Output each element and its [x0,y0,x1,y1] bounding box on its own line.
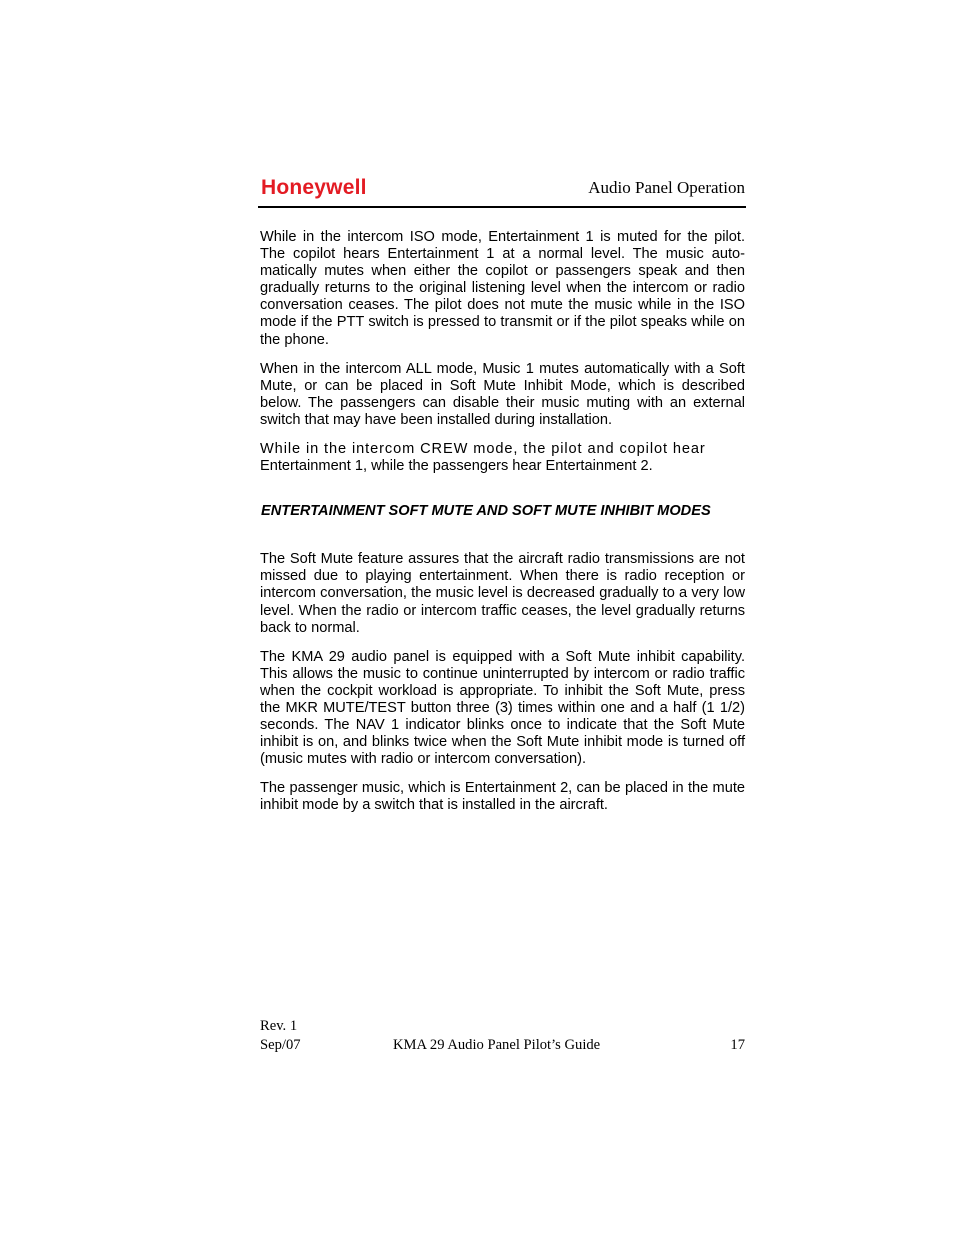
section-title: Audio Panel Operation [588,178,745,197]
crew-paragraph-lead: While in the intercom CREW mode, the pilot and copilot hear [260,441,706,458]
paragraph-passenger-music: The passenger music, which is Entertainment 2, can be placed in the mute inhibit mode by a switch that is installed in the aircraft. [260,780,745,814]
page-header [258,172,746,208]
paragraph-soft-mute-feature: The Soft Mute feature assures that the aircraft radio transmissions are not missed due to playing entertainment. When there is radio reception or intercom conversation, the music level is decreased gradually to a very low level. When the radio or intercom traffic ceases, the level gradually returns back to normal. [260,551,745,636]
footer-revision: Rev. 1 [260,1018,298,1034]
paragraph-crew-mode [260,441,745,475]
paragraph-all-mode: When in the intercom ALL mode, Music 1 mutes automatically with a Soft Mute, or can be placed in Soft Mute Inhibit Mode, which is described below. The passengers can disable their music muting with an external switch that may have been installed during installation. [260,360,745,428]
footer-page-number: 17 [730,1037,745,1053]
honeywell-logo: Honeywell [261,176,367,199]
page-body [260,229,745,827]
footer-date: Sep/07 [260,1036,301,1053]
paragraph-soft-mute-inhibit: The KMA 29 audio panel is equipped with a Soft Mute inhibit capability. This allows the music to continue uninterrupted by intercom or radio traffic when the cockpit workload is appropriate. To inhibit the Soft Mute, press the MKR MUTE/TEST button three (3) times within one and a half (1 1/2) seconds. The NAV 1 indicator blinks once to indicate that the Soft Mute inhibit is on, and blinks twice when the Soft Mute inhibit mode is turned off (music mutes with radio or intercom conversation). [260,648,745,768]
crew-paragraph-rest: Entertainment 1, while the passengers hear Entertainment 2. [260,458,653,475]
paragraph-iso-mode: While in the intercom ISO mode, Entertainment 1 is muted for the pilot. The copilot hears Entertainment 1 at a normal level. The music automatically mutes when either the copilot or passengers speak and then gradually returns to the original listening level when the intercom or radio conversation ceases. The pilot does not mute the music while in the ISO mode if the PTT switch is pressed to transmit or if the pilot speaks while on the phone. [260,229,745,348]
subheading-soft-mute: ENTERTAINMENT SOFT MUTE AND SOFT MUTE INHIBIT MODES [261,503,711,520]
footer-revision-block [260,1017,301,1054]
footer-guide-title: KMA 29 Audio Panel Pilot’s Guide [393,1037,601,1053]
